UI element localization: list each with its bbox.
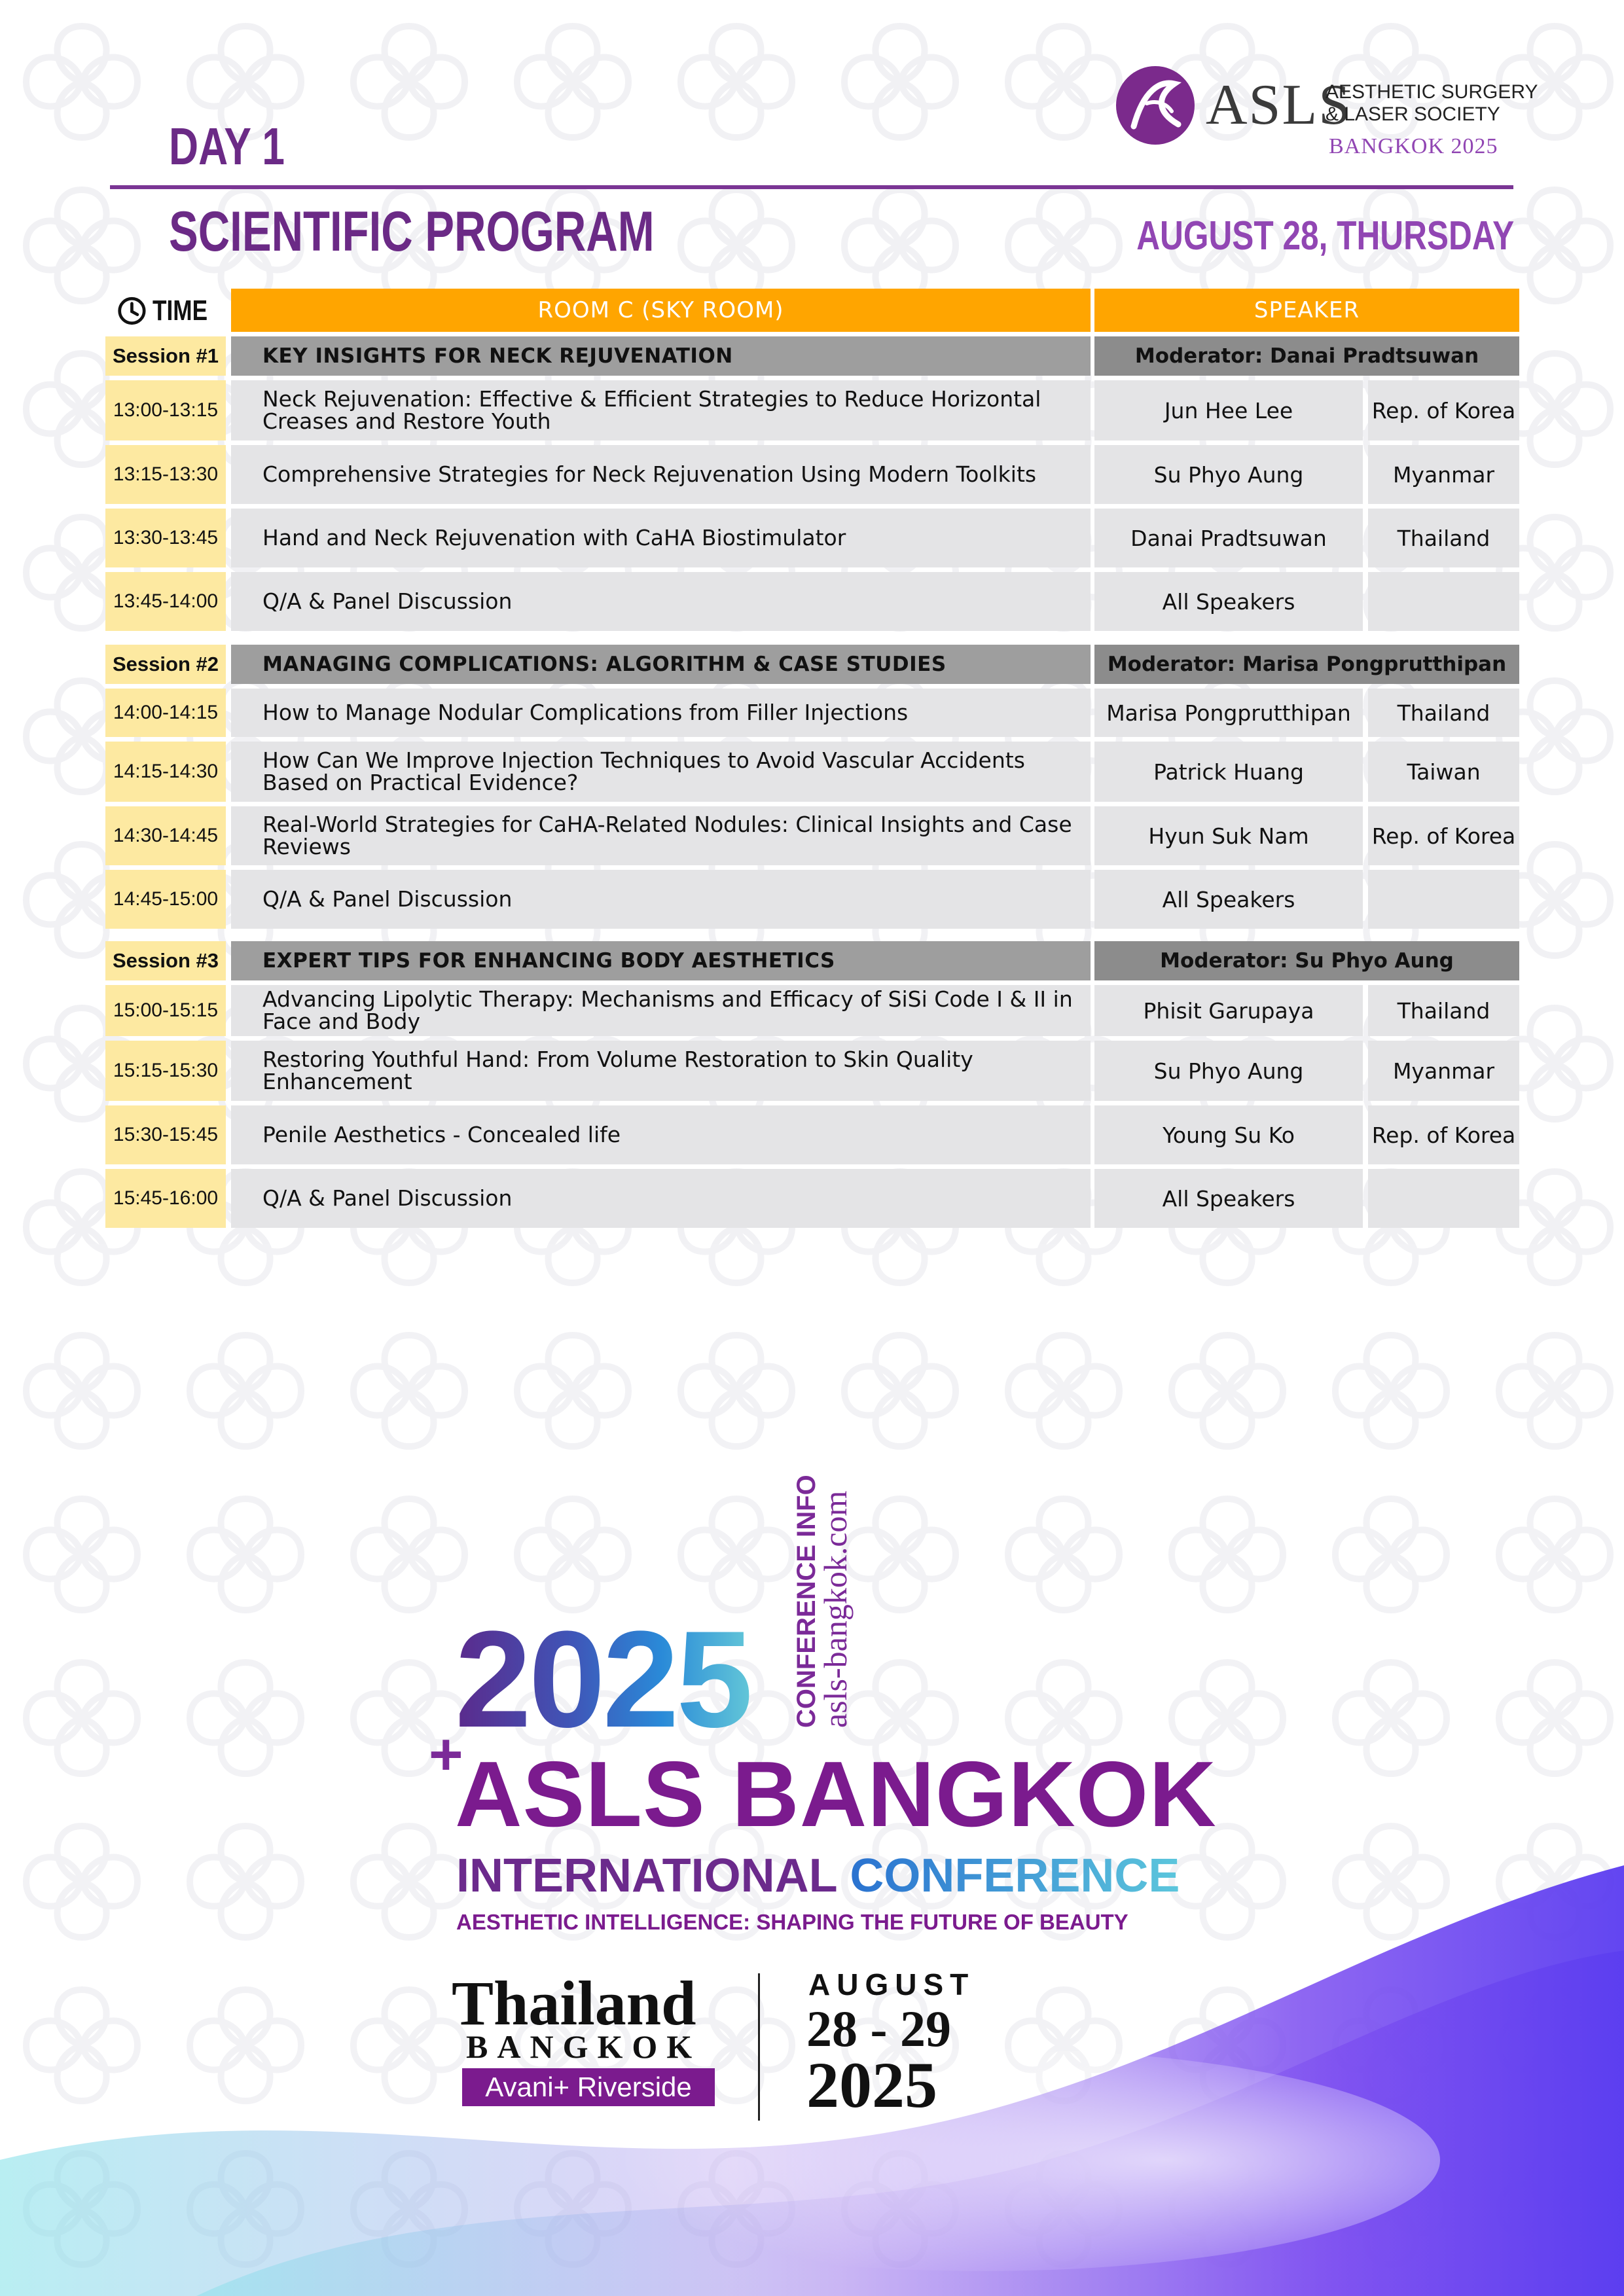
row-topic: Comprehensive Strategies for Neck Rejuvenation Using Modern Toolkits [231, 445, 1091, 504]
row-country: Rep. of Korea [1368, 806, 1519, 865]
session-label: Session #2 [105, 645, 226, 684]
session-moderator: Moderator: Danai Pradtsuwan [1094, 336, 1519, 376]
conference-info-block [792, 1401, 900, 1728]
poster-venue: Avani+ Riverside [462, 2068, 715, 2106]
row-speaker: Patrick Huang [1094, 742, 1363, 802]
clock-icon [117, 295, 147, 327]
row-topic: Restoring Youthful Hand: From Volume Restoration to Skin Quality Enhancement [231, 1041, 1091, 1101]
row-speaker: All Speakers [1094, 572, 1363, 631]
program-title: SCIENTIFIC PROGRAM [169, 200, 655, 263]
conference-info-label: CONFERENCE INFO [792, 1475, 821, 1728]
poster-days: 28 - 29 [806, 2000, 951, 2057]
logo-line2: & LASER SOCIETY [1326, 103, 1500, 125]
row-time: 14:00-14:15 [105, 689, 226, 737]
poster-year: 2025 [455, 1600, 750, 1759]
session-title: KEY INSIGHTS FOR NECK REJUVENATION [231, 336, 1091, 376]
poster-name: ASLS BANGKOK [455, 1742, 1217, 1846]
poster-subtitle-a: INTERNATIONAL [456, 1850, 837, 1902]
row-country: Thailand [1368, 689, 1519, 737]
poster-plus: + [429, 1722, 463, 1787]
asls-logo-icon [1114, 64, 1197, 147]
row-topic: Q/A & Panel Discussion [231, 1169, 1091, 1228]
row-time: 15:45-16:00 [105, 1169, 226, 1228]
session-moderator: Moderator: Marisa Pongprutthipan [1094, 645, 1519, 684]
row-speaker: Jun Hee Lee [1094, 380, 1363, 440]
poster-subtitle [456, 1849, 1180, 1903]
conference-website: asls-bangkok.com [817, 1490, 854, 1728]
program-date: AUGUST 28, THURSDAY [1136, 213, 1514, 259]
row-time: 14:30-14:45 [105, 806, 226, 865]
row-speaker: Su Phyo Aung [1094, 1041, 1363, 1101]
day-title: DAY 1 [169, 117, 285, 175]
row-topic: Q/A & Panel Discussion [231, 572, 1091, 631]
row-country: Taiwan [1368, 742, 1519, 802]
logo-line1: AESTHETIC SURGERY [1326, 81, 1538, 103]
session-label: Session #3 [105, 941, 226, 980]
poster-tagline: AESTHETIC INTELLIGENCE: SHAPING THE FUTURE OF BEAUTY [456, 1910, 1128, 1934]
row-country: Myanmar [1368, 1041, 1519, 1101]
row-country: Thailand [1368, 509, 1519, 567]
row-speaker: Phisit Garupaya [1094, 985, 1363, 1036]
row-time: 15:15-15:30 [105, 1041, 226, 1101]
row-speaker: All Speakers [1094, 1169, 1363, 1228]
row-topic: How Can We Improve Injection Techniques to Avoid Vascular Accidents Based on Practical Evidence? [231, 742, 1091, 802]
row-topic: Hand and Neck Rejuvenation with CaHA Biostimulator [231, 509, 1091, 567]
room-header: ROOM C (SKY ROOM) [231, 289, 1091, 332]
row-speaker: Marisa Pongprutthipan [1094, 689, 1363, 737]
row-speaker: Su Phyo Aung [1094, 445, 1363, 504]
row-country [1368, 1169, 1519, 1228]
row-country: Myanmar [1368, 445, 1519, 504]
poster-subtitle-b: CONFERENCE [850, 1850, 1180, 1902]
row-time: 13:45-14:00 [105, 572, 226, 631]
row-topic: Real-World Strategies for CaHA-Related Nodules: Clinical Insights and Case Reviews [231, 806, 1091, 865]
row-time: 15:30-15:45 [105, 1105, 226, 1164]
row-topic: Q/A & Panel Discussion [231, 870, 1091, 929]
row-speaker: Hyun Suk Nam [1094, 806, 1363, 865]
row-country [1368, 870, 1519, 929]
header-divider [110, 185, 1513, 189]
row-country: Rep. of Korea [1368, 380, 1519, 440]
session-moderator: Moderator: Su Phyo Aung [1094, 941, 1519, 980]
row-country: Thailand [1368, 985, 1519, 1036]
row-time: 15:00-15:15 [105, 985, 226, 1036]
session-title: MANAGING COMPLICATIONS: ALGORITHM & CASE STUDIES [231, 645, 1091, 684]
row-topic: How to Manage Nodular Complications from Filler Injections [231, 689, 1091, 737]
logo-acronym: ASLS [1206, 73, 1352, 137]
row-time: 14:15-14:30 [105, 742, 226, 802]
time-header-label: TIME [152, 295, 208, 327]
poster-city: BANGKOK [466, 2028, 702, 2065]
row-topic: Neck Rejuvenation: Effective & Efficient Strategies to Reduce Horizontal Creases and Restore Youth [231, 380, 1091, 440]
time-header [117, 291, 221, 331]
row-topic: Advancing Lipolytic Therapy: Mechanisms and Efficacy of SiSi Code I & II in Face and Body [231, 985, 1091, 1036]
row-speaker: Danai Pradtsuwan [1094, 509, 1363, 567]
row-topic: Penile Aesthetics - Concealed life [231, 1105, 1091, 1164]
row-speaker: Young Su Ko [1094, 1105, 1363, 1164]
session-title: EXPERT TIPS FOR ENHANCING BODY AESTHETICS [231, 941, 1091, 980]
row-time: 13:15-13:30 [105, 445, 226, 504]
poster-month: AUGUST [808, 1967, 975, 2001]
row-country: Rep. of Korea [1368, 1105, 1519, 1164]
row-time: 13:30-13:45 [105, 509, 226, 567]
row-time: 14:45-15:00 [105, 870, 226, 929]
poster-divider [758, 1973, 760, 2121]
logo-city: BANGKOK 2025 [1329, 134, 1498, 158]
poster-country: Thailand [452, 1968, 696, 2038]
poster-year2: 2025 [806, 2049, 937, 2121]
row-speaker: All Speakers [1094, 870, 1363, 929]
speaker-header: SPEAKER [1094, 289, 1519, 332]
session-label: Session #1 [105, 336, 226, 376]
row-time: 13:00-13:15 [105, 380, 226, 440]
row-country [1368, 572, 1519, 631]
